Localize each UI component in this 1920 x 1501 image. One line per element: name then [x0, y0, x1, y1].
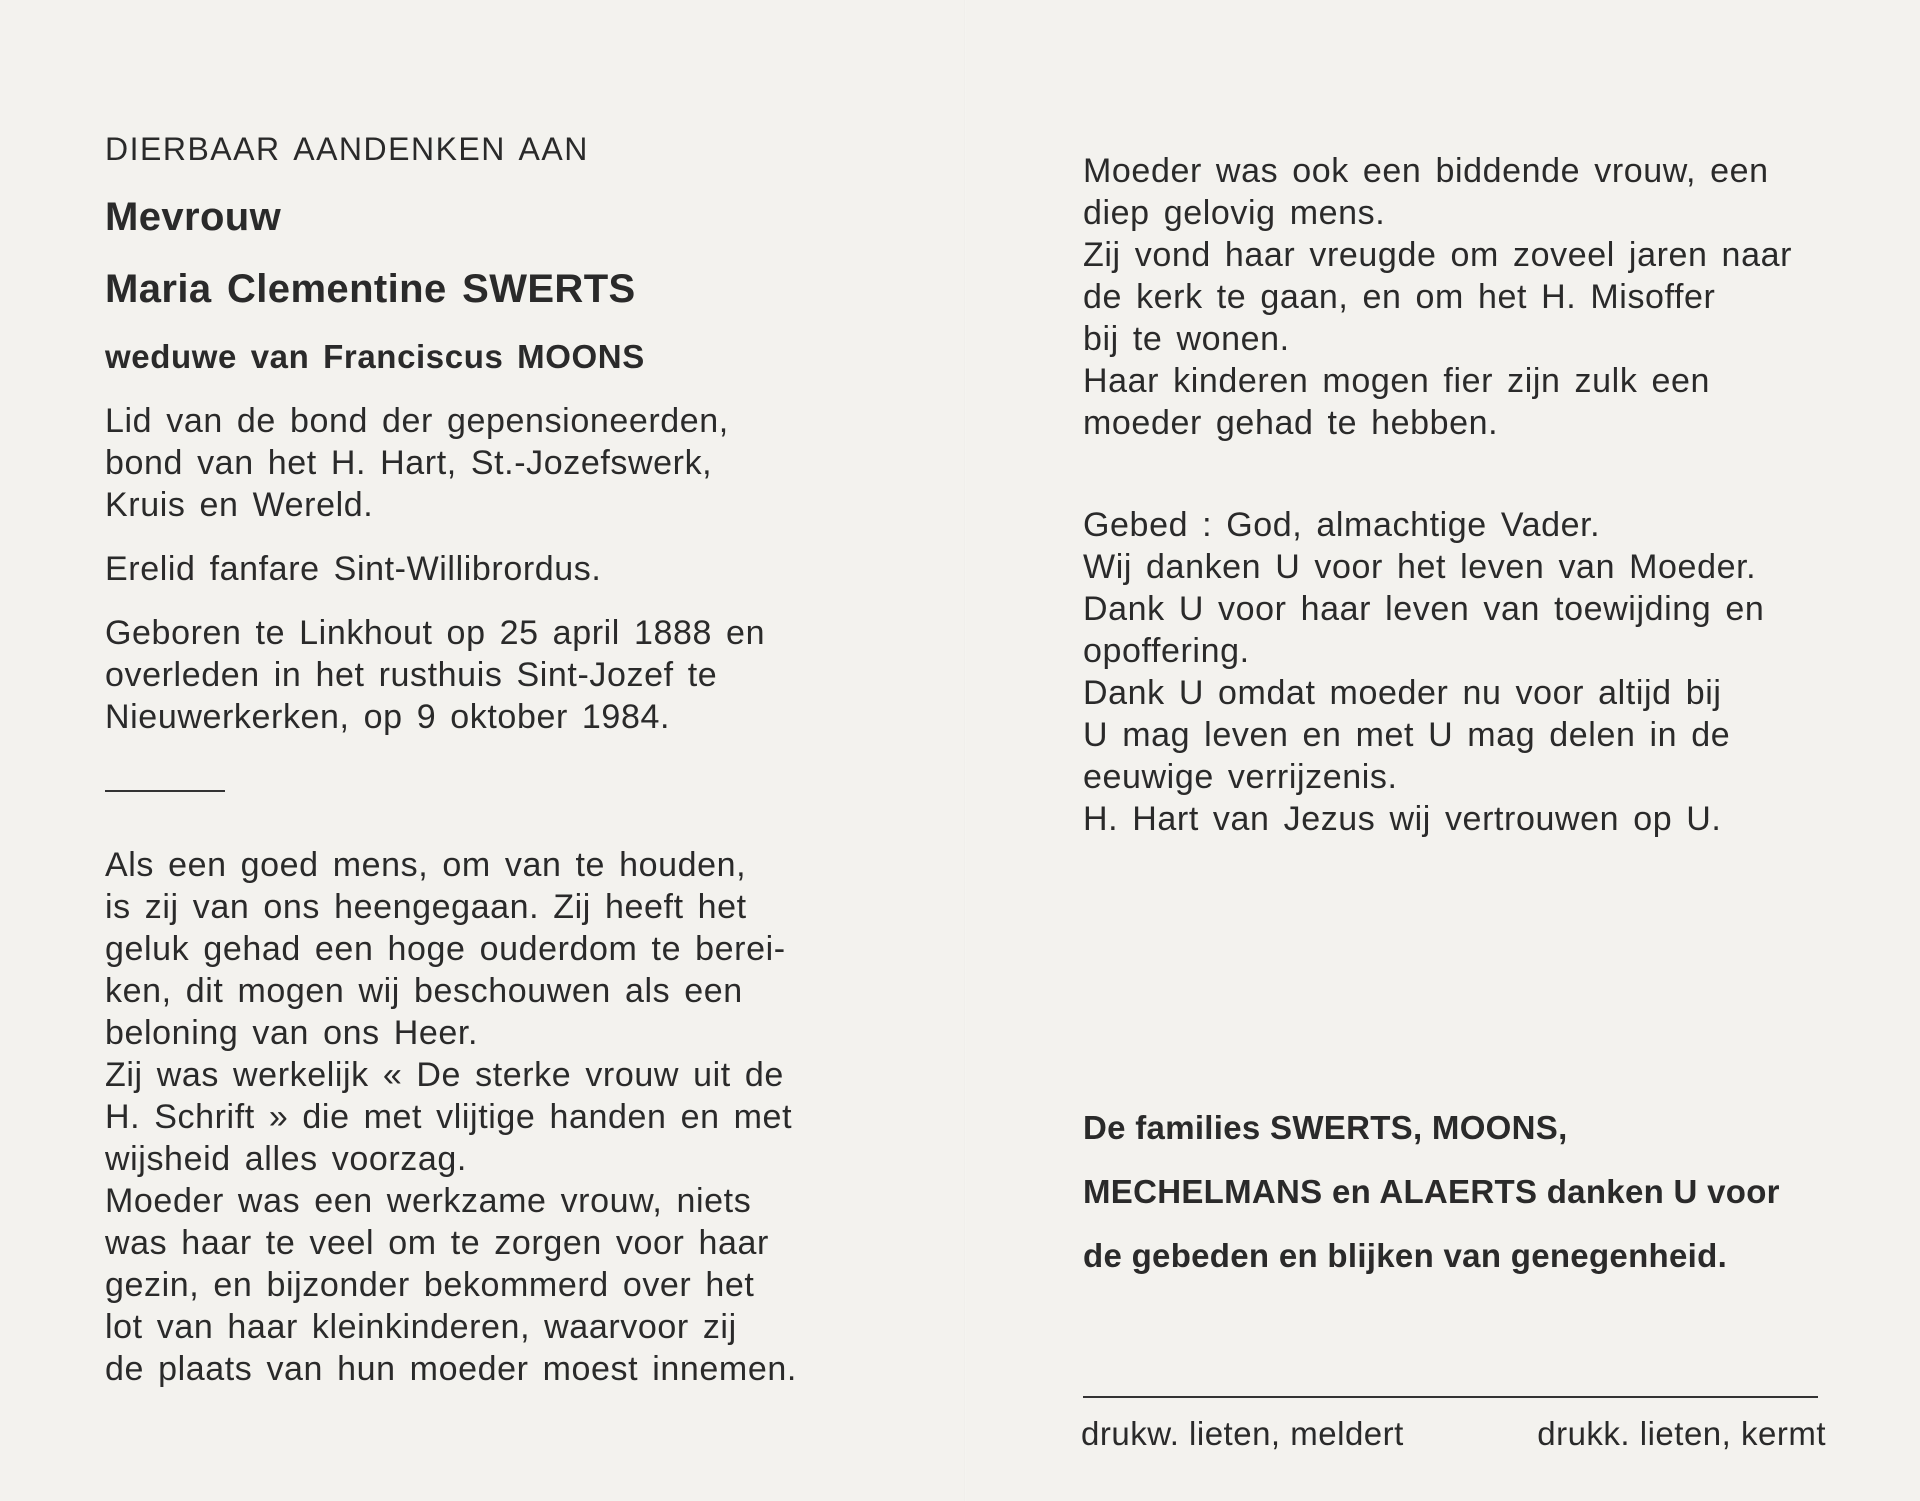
card-heading: DIERBAAR AANDENKEN AAN [105, 131, 589, 167]
printer-credits [1081, 1414, 1826, 1454]
membership-line: Kruis en Wereld. [105, 486, 374, 524]
tribute-line: Moeder was een werkzame vrouw, niets [105, 1182, 752, 1220]
printer-meldert: drukw. lieten, meldert [1081, 1415, 1404, 1452]
membership-line: Lid van de bond der gepensioneerden, [105, 402, 729, 440]
tribute-line: H. Schrift » die met vlijtige handen en met [105, 1098, 793, 1136]
tribute-line: is zij van ons heengegaan. Zij heeft het [105, 888, 747, 926]
fold-line [964, 0, 966, 1501]
tribute-line: gezin, en bijzonder bekommerd over het [105, 1266, 755, 1304]
membership-block [105, 400, 850, 526]
honorary-member: Erelid fanfare Sint-Willibrordus. [105, 550, 602, 588]
family-thanks-line: De families SWERTS, MOONS, [1083, 1109, 1568, 1146]
deceased-name: Maria Clementine SWERTS [105, 267, 636, 311]
faith-line: moeder gehad te hebben. [1083, 404, 1499, 442]
prayer-line: Dank U voor haar leven van toewijding en [1083, 590, 1765, 628]
tribute-line: Als een goed mens, om van te houden, [105, 846, 747, 884]
birth-death-line: Geboren te Linkhout op 25 april 1888 en [105, 614, 766, 652]
printer-kermt: drukk. lieten, kermt [1537, 1415, 1826, 1452]
divider-long [1083, 1396, 1818, 1398]
divider-short [105, 790, 225, 792]
prayer-line: Wij danken U voor het leven van Moeder. [1083, 548, 1757, 586]
faith-line: Haar kinderen mogen fier zijn zulk een [1083, 362, 1710, 400]
family-thanks [1083, 1096, 1828, 1288]
spacer [1083, 444, 1828, 504]
faith-line: diep gelovig mens. [1083, 194, 1386, 232]
faith-line: Zij vond haar vreugde om zoveel jaren naar [1083, 236, 1793, 274]
widow-of: weduwe van Franciscus MOONS [105, 338, 645, 375]
faith-line: de kerk te gaan, en om het H. Misoffer [1083, 278, 1716, 316]
birth-death-block [105, 612, 850, 738]
tribute-line: was haar te veel om te zorgen voor haar [105, 1224, 769, 1262]
faith-block [1083, 150, 1828, 444]
tribute-line: beloning van ons Heer. [105, 1014, 479, 1052]
family-thanks-line: MECHELMANS en ALAERTS danken U voor [1083, 1173, 1780, 1210]
birth-death-line: Nieuwerkerken, op 9 oktober 1984. [105, 698, 671, 736]
tribute-block [105, 844, 850, 1390]
prayer-line: U mag leven en met U mag delen in de [1083, 716, 1731, 754]
prayer-line: opoffering. [1083, 632, 1250, 670]
right-panel [1083, 150, 1828, 840]
birth-death-line: overleden in het rusthuis Sint-Jozef te [105, 656, 718, 694]
tribute-line: Zij was werkelijk « De sterke vrouw uit de [105, 1056, 784, 1094]
tribute-line: wijsheid alles voorzag. [105, 1140, 467, 1178]
prayer-line: eeuwige verrijzenis. [1083, 758, 1398, 796]
faith-line: Moeder was ook een biddende vrouw, een [1083, 152, 1769, 190]
title-prefix: Mevrouw [105, 195, 282, 239]
tribute-line: lot van haar kleinkinderen, waarvoor zij [105, 1308, 737, 1346]
prayer-line: H. Hart van Jezus wij vertrouwen op U. [1083, 800, 1722, 838]
tribute-line: geluk gehad een hoge ouderdom te berei- [105, 930, 786, 968]
left-panel [105, 128, 850, 1390]
tribute-line: ken, dit mogen wij beschouwen als een [105, 972, 743, 1010]
tribute-line: de plaats van hun moeder moest innemen. [105, 1350, 797, 1388]
prayer-line: Dank U omdat moeder nu voor altijd bij [1083, 674, 1722, 712]
prayer-block [1083, 504, 1828, 840]
faith-line: bij te wonen. [1083, 320, 1290, 358]
family-thanks-line: de gebeden en blijken van genegenheid. [1083, 1237, 1728, 1274]
prayer-line: Gebed : God, almachtige Vader. [1083, 506, 1601, 544]
membership-line: bond van het H. Hart, St.-Jozefswerk, [105, 444, 713, 482]
